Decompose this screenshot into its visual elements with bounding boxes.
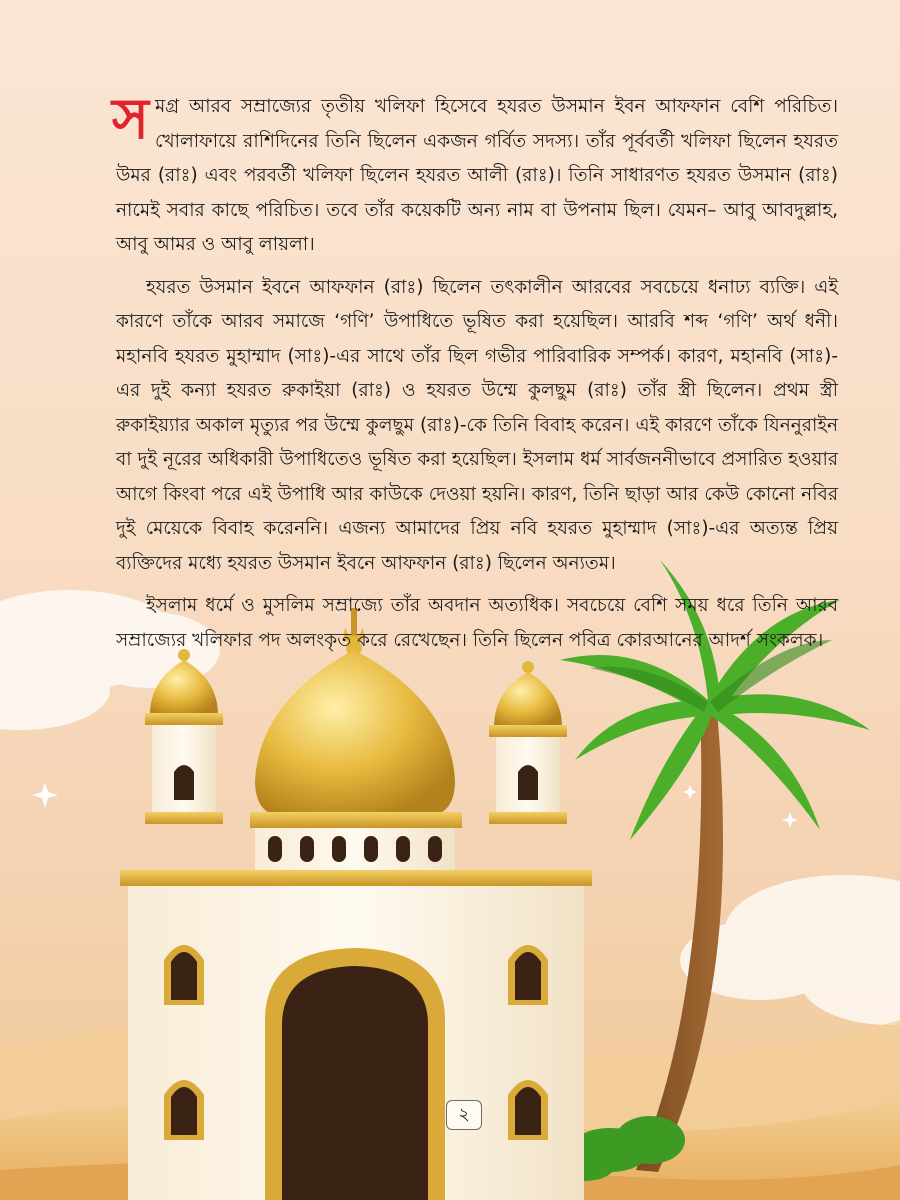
paragraph-3: ইসলাম ধর্মে ও মুসলিম সম্রাজ্যে তাঁর অবদান অত্যধিক। সবচেয়ে বেশি সময় ধরে তিনি আরব সম্রাজ্যের খলিফার পদ অলংকৃত করে রেখেছেন। তিনি ছিলেন পবিত্র কোরআনের আদর্শ সংকলক।	[116, 595, 838, 651]
page-number: ২	[446, 1100, 482, 1130]
paragraph-1	[112, 87, 838, 263]
drop-cap: স	[112, 87, 149, 152]
mosque	[120, 608, 592, 1200]
body-text	[112, 87, 838, 666]
paragraph-1-text: মগ্র আরব সম্রাজ্যের তৃতীয় খলিফা হিসেবে হযরত উসমান ইবন আফফান বেশি পরিচিত। খোলাফায়ে রাশিদিনের তিনি ছিলেন একজন গর্বিত সদস্য। তাঁর পূর্ববর্তী খলিফা ছিলেন হযরত উমর (রাঃ) এবং পরবর্তী খলিফা ছিলেন হযরত আলী (রাঃ)। তিনি সাধারণত হযরত উসমান (রাঃ) নামেই সবার কাছে পরিচিত। তবে তাঁর কয়েকটি অন্য নাম বা উপনাম ছিল। যেমন– আবু আবদুল্লাহ, আবু আমর ও আবু লায়লা।	[116, 96, 838, 255]
paragraph-2: হযরত উসমান ইবনে আফফান (রাঃ) ছিলেন তৎকালীন আরবের সবচেয়ে ধনাঢ্য ব্যক্তি। এই কারণে তাঁকে আরব সমাজে ‘গণি’ উপাধিতে ভূষিত করা হয়েছিল। আরবি শব্দ ‘গণি’ অর্থ ধনী। মহানবি হযরত মুহাম্মাদ (সাঃ)-এর সাথে তাঁর ছিল গভীর পারিবারিক সম্পর্ক। কারণ, মহানবি (সাঃ)-এর দুই কন্যা হযরত রুকাইয়া (রাঃ) ও হযরত উম্মে কুলছুম (রাঃ) তাঁর স্ত্রী ছিলেন। প্রথম স্ত্রী রুকাইয়্যার অকাল মৃত্যুর পর উম্মে কুলছুম (রাঃ)-কে তিনি বিবাহ করেন। এই কারণে তাঁকে যিননুরাইন বা দুই নূরের অধিকারী উপাধিতেও ভূষিত করা হয়েছিল। ইসলাম ধর্ম সার্বজননীভাবে প্রসারিত হওয়ার আগে কিংবা পরে এই উপাধি আর কাউকে দেওয়া হয়নি। কারণ, তিনি ছাড়া আর কেউ কোনো নবির দুই মেয়েকে বিবাহ করেননি। এজন্য আমাদের প্রিয় নবি হযরত মুহাম্মাদ (সাঃ)-এর অত্যন্ত প্রিয় ব্যক্তিদের মধ্যে হযরত উসমান ইবনে আফফান (রাঃ) ছিলেন অন্যতম।	[116, 276, 838, 574]
